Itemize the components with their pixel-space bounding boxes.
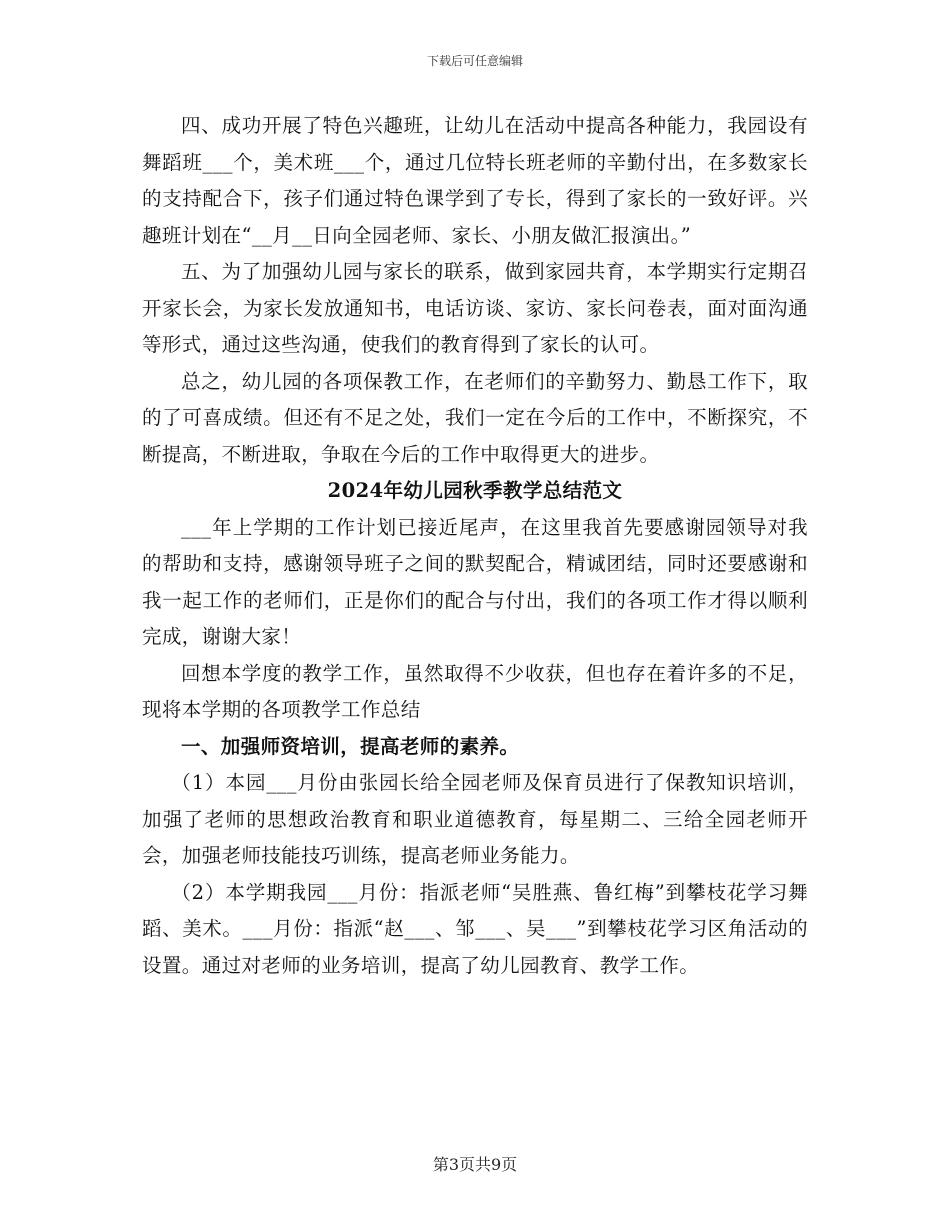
paragraph-interest-classes: 四、成功开展了特色兴趣班，让幼儿在活动中提高各种能力，我园设有舞蹈班___个，美术班___个，通过几位特长班老师的辛勤付出，在多数家长的支持配合下，孩子们通过特色课学到了专长，得到了家长的一致好评。兴趣班计划在“__月__日向全园老师、家长、小朋友做汇报演出。” [142, 114, 808, 247]
header-note: 下载后可任意编辑 [426, 54, 523, 68]
list-item: （1）本园___月份由张园长给全园老师及保育员进行了保教知识培训，加强了老师的思想政治教育和职业道德教育，每星期二、三给全园老师开会，加强老师技能技巧训练，提高老师业务能力。 [142, 771, 808, 867]
list-item: （2）本学期我园___月份：指派老师“吴胜燕、鲁红梅”到攀枝花学习舞蹈、美术。___月份：指派“赵___、邹___、吴___”到攀枝花学习区角活动的设置。通过对老师的业务培训，提高了幼儿园教育、教学工作。 [142, 880, 808, 977]
section-title: 2024年幼儿园秋季教学总结范文 [327, 479, 623, 502]
page-number: 第3页共9页 [432, 1155, 518, 1174]
sub-heading-teacher-training: 一、加强师资培训，提高老师的素养。 [181, 734, 520, 758]
document-body [142, 108, 808, 984]
paragraph-summary: 总之，幼儿园的各项保教工作，在老师们的辛勤努力、勤恳工作下，取的了可喜成绩。但还有不足之处，我们一定在今后的工作中，不断探究，不断提高，不断进取，争取在今后的工作中取得更大的进步。 [142, 369, 808, 466]
paragraph-review: 回想本学度的教学工作，虽然取得不少收获，但也存在着许多的不足，现将本学期的各项教学工作总结 [142, 661, 808, 721]
paragraph-thanks: ___年上学期的工作计划已接近尾声，在这里我首先要感谢园领导对我的帮助和支持，感谢领导班子之间的默契配合，精诚团结，同时还要感谢和我一起工作的老师们，正是你们的配合与付出，我们的各项工作才得以顺利完成，谢谢大家！ [142, 515, 808, 648]
paragraph-home-school-contact: 五、为了加强幼儿园与家长的联系，做到家园共育，本学期实行定期召开家长会，为家长发放通知书，电话访谈、家访、家长问卷表，面对面沟通等形式，通过这些沟通，使我们的教育得到了家长的认可。 [142, 260, 808, 356]
